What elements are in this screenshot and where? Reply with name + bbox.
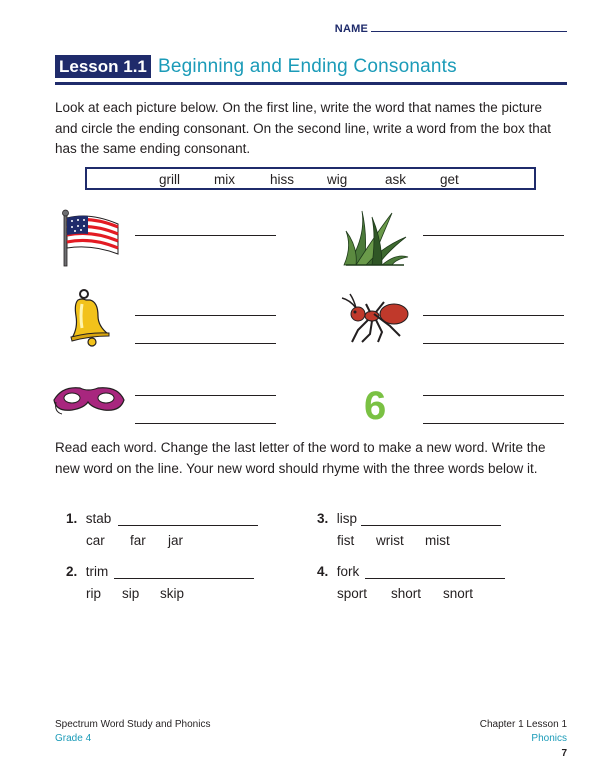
- rhyme-word: sport: [337, 586, 368, 601]
- number-six-icon: 6: [364, 384, 387, 428]
- answer-line: [135, 395, 276, 396]
- exercise-item-1: [66, 510, 111, 528]
- word-box-item: hiss: [270, 172, 295, 187]
- footer-chapter: Chapter 1 Lesson 1: [479, 719, 567, 730]
- rhyme-word: rip: [86, 586, 102, 601]
- footer-subject: Phonics: [531, 733, 567, 744]
- flag-icon: [60, 208, 122, 268]
- grass-icon: [342, 207, 410, 269]
- answer-line: [135, 235, 276, 236]
- item-number: 1.: [66, 511, 78, 526]
- exercise-item-4: [317, 563, 359, 581]
- item-number: 4.: [317, 564, 329, 579]
- word-box: [85, 167, 536, 190]
- rhyme-word: sip: [122, 586, 140, 601]
- exercise-item-3: [317, 510, 357, 528]
- answer-line: [365, 578, 505, 579]
- rhyme-word: fist: [337, 533, 355, 548]
- bell-icon: [68, 288, 112, 350]
- answer-line: [423, 423, 564, 424]
- answer-line: [423, 395, 564, 396]
- answer-line: [423, 315, 564, 316]
- exercise-item-2: [66, 563, 108, 581]
- word-box-item: grill: [159, 172, 181, 187]
- word-box-item: mix: [214, 172, 235, 187]
- title-rule: [55, 82, 567, 85]
- word-box-item: get: [440, 172, 459, 187]
- section1-instructions: Look at each picture below. On the first line, write the word that names the picture and circle the ending consonant. On the second line, write a word from the box that has the same ending consonant.: [55, 100, 552, 156]
- rhyme-word: car: [86, 533, 105, 548]
- item-number: 3.: [317, 511, 329, 526]
- footer-grade: Grade 4: [55, 733, 92, 744]
- answer-line: [423, 343, 564, 344]
- rhyme-word: far: [130, 533, 146, 548]
- section2-instructions: Read each word. Change the last letter of the word to make a new word. Write the new word on the line. Your new word should rhyme with the three words below it.: [55, 440, 546, 476]
- word-box-item: ask: [385, 172, 407, 187]
- name-field: [335, 22, 567, 35]
- answer-line: [135, 315, 276, 316]
- answer-line: [135, 423, 276, 424]
- item-word: lisp: [336, 511, 357, 526]
- name-line: [371, 22, 567, 32]
- ant-icon: [340, 290, 412, 346]
- item-number: 2.: [66, 564, 78, 579]
- rhyme-word: jar: [168, 533, 184, 548]
- rhyme-word: skip: [160, 586, 185, 601]
- footer-book-title: Spectrum Word Study and Phonics: [55, 719, 211, 730]
- name-label: NAME: [334, 23, 368, 35]
- rhyme-word: short: [391, 586, 422, 601]
- rhyme-word: mist: [425, 533, 450, 548]
- answer-line: [114, 578, 254, 579]
- item-word: fork: [336, 564, 360, 579]
- answer-line: [423, 235, 564, 236]
- lesson-badge: Lesson 1.1: [55, 55, 151, 78]
- word-box-item: wig: [327, 172, 348, 187]
- rhyme-word: wrist: [376, 533, 404, 548]
- item-word: trim: [85, 564, 109, 579]
- answer-line: [118, 525, 258, 526]
- mask-icon: [52, 378, 126, 418]
- answer-line: [361, 525, 501, 526]
- page-number: 7: [561, 748, 567, 759]
- rhyme-word: snort: [443, 586, 474, 601]
- item-word: stab: [85, 511, 112, 526]
- answer-line: [135, 343, 276, 344]
- lesson-title: Beginning and Ending Consonants: [158, 56, 457, 77]
